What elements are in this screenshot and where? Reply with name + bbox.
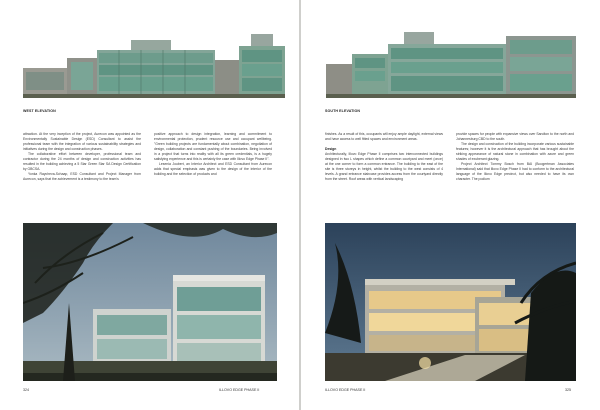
- paragraph: provide spaces for people with expansive views over Sandton to the north and Johannesburg CBD to the south.: [456, 132, 574, 142]
- paragraph: attraction. At the very inception of the project, Aurecon was appointed as the Environmentally Sustainable Design (ESD) Consultant to assist the professional team with the integration of various sustainability strategies and initiatives during the design and construction phases.: [23, 132, 141, 152]
- right-page-number: 325: [565, 388, 571, 392]
- right-page: [301, 0, 600, 410]
- building-photo-left: [23, 223, 277, 381]
- paragraph: Lesenia Joubert, an Interior Architect and ESD Consultant from Aurecon adds that special emphasis was given to the design of the interior of the building and the selection of products and: [154, 162, 272, 177]
- left-column-1: [23, 132, 141, 182]
- paragraph: positive approach to design integration, learning and commitment to environmental protection, prudent resource use and occupant wellbeing. "Green building projects are fundamentally about combination, negotiation of design, collaboration and constant pushing of the boundaries. Being involved in a project that turns into reality with all its green credentials, is a hugely satisfying experience and this is certainly the case with Illovo Edge Phase II".: [154, 132, 272, 162]
- building-photo-right: [325, 223, 576, 381]
- south-elevation-drawing: [326, 24, 576, 98]
- paragraph: Project Architect Tommy Bosch from BAI (Boogertman Associates International) said that Illovo Edge Phase II had to conform to the architectural language of the Illovo Edge precinct, but also needed to have its own character. The podium: [456, 162, 574, 182]
- west-elevation-label: WEST ELEVATION: [23, 109, 56, 113]
- paragraph: The collaborative effort between developer, professional team and contractor during the 24 months of design and construction activities has resulted in the building achieving a 5 Star Green Star SA Design Certification by GBCSA.: [23, 152, 141, 172]
- right-column-1: [325, 132, 443, 182]
- left-running-title: ILLOVO EDGE PHASE II: [219, 388, 260, 392]
- paragraph: finishes. As a result of this, occupants will enjoy ample daylight, external views and have access to well fitted spaces and environment areas.: [325, 132, 443, 142]
- right-column-2: [456, 132, 574, 182]
- paragraph: The design and construction of the building incorporate various sustainable features; however it is the architectural approach that has brought about the striking appearance of natural stone in combination with azure and green shades of exuberant glazing.: [456, 142, 574, 162]
- right-running-title: ILLOVO EDGE PHASE II: [325, 388, 366, 392]
- west-elevation-drawing: [23, 24, 285, 98]
- design-heading: Design: [325, 147, 337, 152]
- left-page: [0, 0, 299, 410]
- paragraph: Architecturally, Illovo Edge Phase II comprises two interconnected buildings designed in two L shapes which define a common courtyard and meet (once) at the one corner to form a common entrance. The building to the east of the site is three storeys in height, whilst the building to the west consists of 4 levels. A grand entrance staircase provides access from the courtyard directly from the street. Roof areas with vertical landscaping: [325, 152, 443, 182]
- paragraph: Yonka Raycheva-Schaap, ESD Consultant and Project Manager from Aurecon, says that the achievement is a testimony to the team's: [23, 172, 141, 182]
- south-elevation-label: SOUTH ELEVATION: [325, 109, 361, 113]
- left-page-number: 324: [23, 388, 29, 392]
- left-column-2: [154, 132, 272, 177]
